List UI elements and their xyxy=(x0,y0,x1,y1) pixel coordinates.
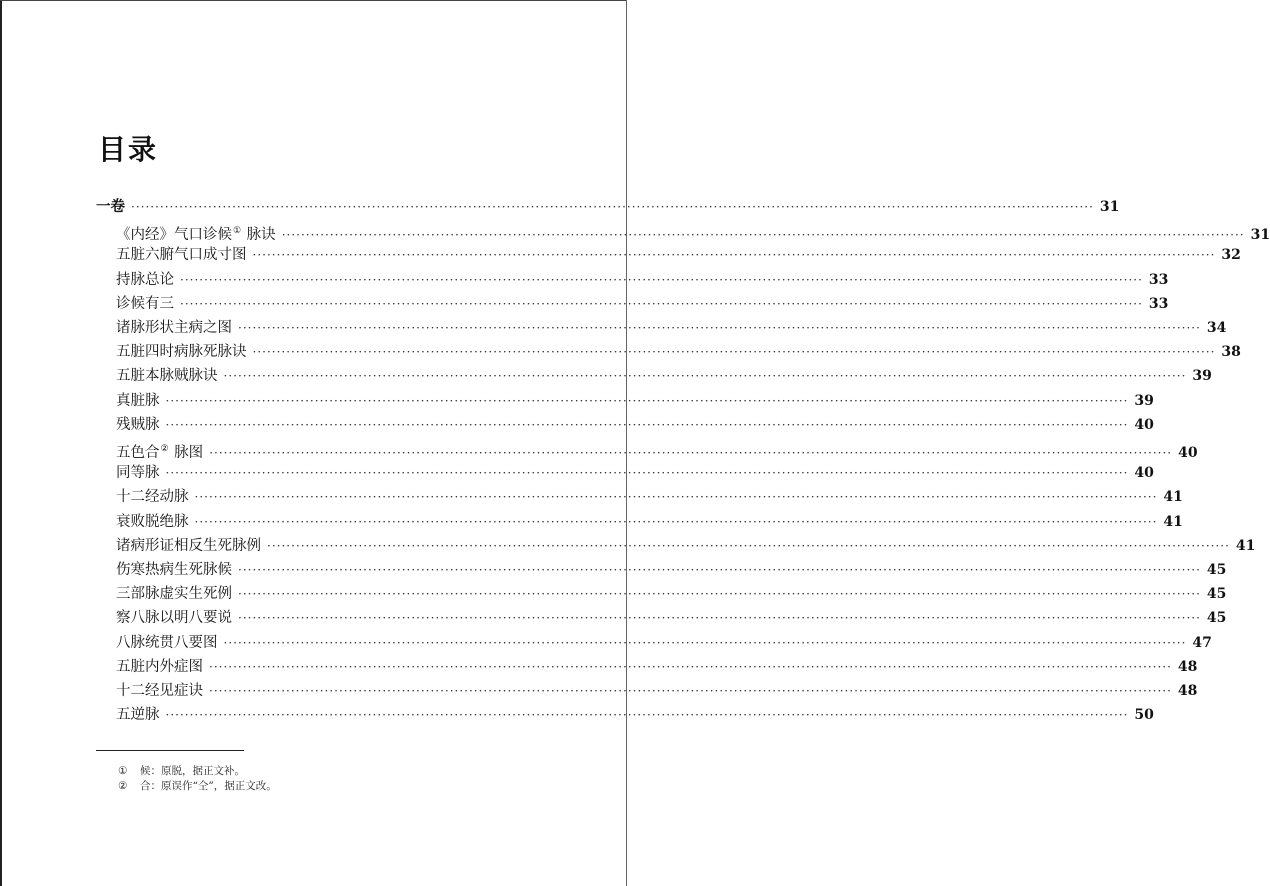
toc-entry-title: 《内经》气口诊候 xyxy=(116,227,232,244)
toc-entry-label xyxy=(116,317,232,339)
dot-leader: ········································································································································································································ xyxy=(223,369,1187,384)
toc-entry-row[interactable] xyxy=(116,559,1227,581)
toc-entry-row[interactable] xyxy=(116,607,1227,629)
dot-leader: ········································································································································································································ xyxy=(165,417,1129,432)
toc-page-number: 50 xyxy=(1134,707,1154,724)
dot-leader: ········································································································································································································ xyxy=(252,248,1216,263)
toc-entry-label xyxy=(116,486,189,508)
page-border-left xyxy=(0,0,2,886)
toc-entry-label xyxy=(116,293,174,315)
toc-page-number: 31 xyxy=(1099,199,1120,215)
toc-entry-label xyxy=(116,704,160,726)
toc-page-number: 45 xyxy=(1206,562,1227,578)
toc-entry-title: 一卷 xyxy=(96,198,125,215)
toc-entry-title: 持脉总论 xyxy=(116,271,174,288)
toc-entry-label xyxy=(116,656,203,678)
toc-entry-row[interactable] xyxy=(116,511,1183,533)
toc-entry-row[interactable] xyxy=(116,632,1212,654)
toc-entry-label xyxy=(116,583,232,605)
toc-page-number: 33 xyxy=(1148,271,1169,288)
dot-leader: ········································································································································································································ xyxy=(165,466,1129,481)
footnote-text: 合：原误作“仝”，据正文改。 xyxy=(140,780,277,792)
toc-entry-row[interactable] xyxy=(116,365,1212,387)
toc-entry-title: 十二经动脉 xyxy=(116,489,189,506)
toc-entry-row[interactable] xyxy=(116,293,1169,315)
dot-leader: ········································································································································································································ xyxy=(165,708,1129,723)
toc-entry-title: 五色合 xyxy=(116,445,160,461)
footnote-marker: ② xyxy=(118,780,128,792)
toc-entry-row[interactable] xyxy=(116,704,1154,726)
toc-entry-label xyxy=(96,196,125,218)
dot-leader: ········································································································································································································ xyxy=(238,321,1201,335)
toc-entry-title-suffix: 脉诀 xyxy=(242,227,276,244)
dot-leader: ········································································································································································································ xyxy=(180,296,1143,311)
dot-leader: ········································································································································································································ xyxy=(267,538,1230,553)
toc-entry-label xyxy=(116,607,232,629)
page-border-top xyxy=(0,0,627,1)
toc-entry-label xyxy=(116,220,276,246)
toc-entry-label xyxy=(116,341,247,363)
page-title: 目录 xyxy=(98,133,159,166)
toc-page-number: 41 xyxy=(1163,489,1183,506)
footnote-reference[interactable]: ① xyxy=(233,226,242,237)
toc-entry-title: 五逆脉 xyxy=(116,707,160,724)
toc-entry-label xyxy=(116,535,261,557)
toc-page-number: 48 xyxy=(1177,683,1198,699)
toc-entry-row[interactable] xyxy=(116,390,1154,412)
toc-entry-label xyxy=(116,559,232,581)
toc-entry-row[interactable] xyxy=(116,269,1169,291)
footnote xyxy=(118,779,277,794)
toc-entry-row[interactable] xyxy=(116,535,1256,557)
toc-entry-row[interactable] xyxy=(116,462,1154,484)
toc-entry-row[interactable] xyxy=(116,680,1198,702)
toc-page-number: 33 xyxy=(1148,295,1169,312)
dot-leader: ········································································································································································································ xyxy=(281,228,1245,243)
dot-leader: ········································································································································································································ xyxy=(209,684,1172,698)
footnotes xyxy=(118,764,277,794)
toc-page-number: 40 xyxy=(1134,465,1154,482)
footnote xyxy=(118,764,277,779)
toc-entry-title: 真脏脉 xyxy=(116,392,160,409)
toc-entry-row[interactable] xyxy=(116,486,1183,508)
dot-leader: ········································································································································································································ xyxy=(238,611,1201,626)
toc-entry-title: 诊候有三 xyxy=(116,295,174,312)
toc-entry-label xyxy=(116,632,218,654)
toc-entry-title: 十二经见症诀 xyxy=(116,683,203,699)
toc-entry-label xyxy=(116,414,160,436)
toc-entry-title: 诸脉形状主病之图 xyxy=(116,320,232,336)
toc-entry-title: 五脏四时病脉死脉诀 xyxy=(116,344,247,361)
dot-leader: ········································································································································································································ xyxy=(209,659,1172,674)
toc-page-number: 40 xyxy=(1178,445,1198,461)
toc-entry-title: 五脏内外症图 xyxy=(116,658,203,675)
toc-entry-title: 五脏本脉贼脉诀 xyxy=(116,368,218,385)
toc-entry-title: 衰败脱绝脉 xyxy=(116,513,189,530)
toc-page-number: 41 xyxy=(1163,513,1183,530)
dot-leader: ········································································································································································································ xyxy=(223,635,1187,650)
toc-page-number: 38 xyxy=(1221,344,1241,361)
toc-entry-row[interactable] xyxy=(116,438,1198,461)
toc-page-number: 45 xyxy=(1206,610,1227,627)
toc-entry-row[interactable] xyxy=(116,414,1154,436)
toc-page-number: 40 xyxy=(1134,416,1154,433)
toc-entry-title: 八脉统贯八要图 xyxy=(116,634,218,651)
toc-entry-title: 诸病形证相反生死脉例 xyxy=(116,537,261,554)
toc-entry-title: 察八脉以明八要说 xyxy=(116,610,232,627)
dot-leader: ········································································································································································································ xyxy=(238,587,1201,602)
toc-entry-label xyxy=(116,390,160,412)
dot-leader: ········································································································································································································ xyxy=(194,490,1158,505)
toc-entry-title-suffix: 脉图 xyxy=(169,445,204,461)
toc-entry-label xyxy=(116,244,247,266)
toc-entry-row[interactable] xyxy=(116,341,1241,363)
toc-page-number: 45 xyxy=(1206,586,1227,603)
footnote-text: 候：原脱，据正文补。 xyxy=(140,765,245,777)
toc-entry-title: 同等脉 xyxy=(116,465,160,482)
footnote-divider xyxy=(96,750,244,751)
toc-page-number: 32 xyxy=(1221,247,1241,264)
toc-entry-label xyxy=(116,511,189,533)
toc-entry-label xyxy=(116,680,203,702)
dot-leader: ········································································································································································································ xyxy=(131,200,1094,214)
toc-entry-title: 三部脉虚实生死例 xyxy=(116,586,232,603)
toc-entry-row[interactable] xyxy=(116,244,1241,266)
dot-leader: ········································································································································································································ xyxy=(194,514,1158,529)
toc-entry-label xyxy=(116,438,203,464)
toc-entry-title: 伤寒热病生死脉候 xyxy=(116,562,232,578)
footnote-reference[interactable]: ② xyxy=(160,444,169,454)
toc-page-number: 39 xyxy=(1192,368,1212,385)
dot-leader: ········································································································································································································ xyxy=(180,272,1143,287)
toc-page-number: 47 xyxy=(1192,634,1212,651)
toc-volume-row[interactable] xyxy=(96,196,1120,218)
toc-entry-row[interactable] xyxy=(116,656,1198,678)
toc-entry-label xyxy=(116,365,218,387)
footnote-marker: ① xyxy=(118,765,128,777)
toc-page-number: 31 xyxy=(1250,227,1270,244)
toc-entry-row[interactable] xyxy=(116,583,1227,605)
toc-page-number: 48 xyxy=(1177,658,1198,675)
toc-page-number: 34 xyxy=(1206,320,1227,336)
toc-entry-label xyxy=(116,462,160,484)
dot-leader: ········································································································································································································ xyxy=(209,446,1173,460)
toc-entry-title: 五脏六腑气口成寸图 xyxy=(116,247,247,264)
dot-leader: ········································································································································································································ xyxy=(252,345,1216,360)
toc-page-number: 39 xyxy=(1134,392,1154,409)
dot-leader: ········································································································································································································ xyxy=(165,393,1129,408)
toc-entry-label xyxy=(116,269,174,291)
toc-entry-row[interactable] xyxy=(116,220,1270,244)
toc-page-number: 41 xyxy=(1235,537,1256,554)
toc-entry-row[interactable] xyxy=(116,317,1227,339)
toc-entry-title: 残贼脉 xyxy=(116,416,160,433)
dot-leader: ········································································································································································································ xyxy=(238,563,1201,577)
